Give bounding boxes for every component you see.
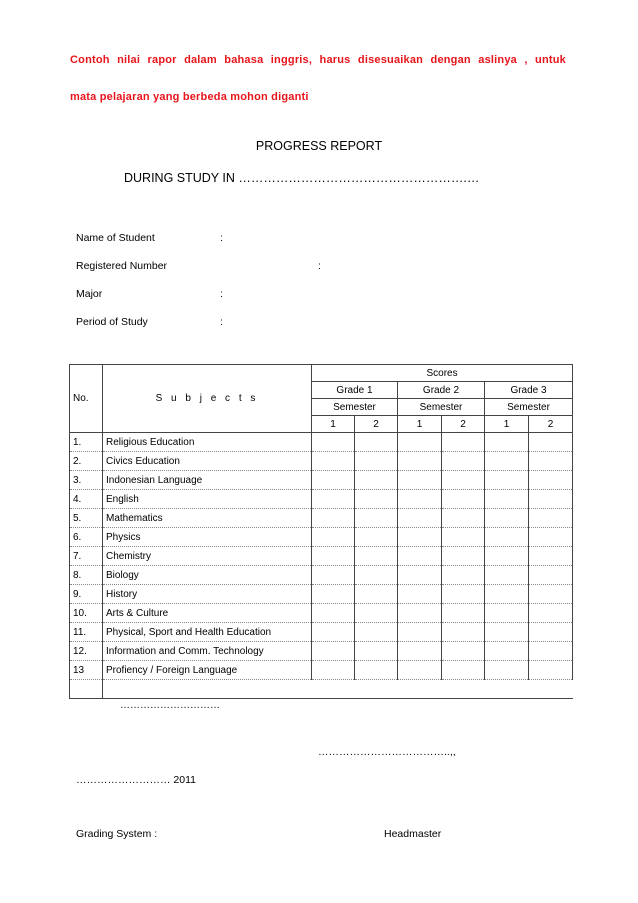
- score-cell: [529, 471, 573, 490]
- grade-2-semester-header: Semester: [398, 399, 485, 416]
- score-cell: [312, 604, 355, 623]
- row-number: 12.: [70, 642, 103, 661]
- score-cell: [398, 547, 442, 566]
- row-number: 9.: [70, 585, 103, 604]
- table-row: [70, 528, 573, 547]
- row-subject: Arts & Culture: [103, 604, 312, 623]
- grade-3-header: Grade 3: [485, 382, 573, 399]
- table-row: [70, 547, 573, 566]
- no-header: No.: [70, 365, 103, 433]
- score-cell: [442, 490, 485, 509]
- score-cell: [355, 452, 398, 471]
- score-cell: [485, 547, 529, 566]
- score-cell: [355, 585, 398, 604]
- score-cell: [529, 566, 573, 585]
- row-number: 4.: [70, 490, 103, 509]
- score-cell: [312, 661, 355, 680]
- field-period-colon: :: [220, 316, 223, 328]
- score-cell: [398, 452, 442, 471]
- headmaster-label: Headmaster: [384, 828, 442, 840]
- score-cell: [485, 433, 529, 452]
- field-name-label: Name of Student: [76, 232, 155, 244]
- table-row: [70, 566, 573, 585]
- row-subject: Physics: [103, 528, 312, 547]
- score-cell: [442, 566, 485, 585]
- row-number: 2.: [70, 452, 103, 471]
- score-cell: [312, 585, 355, 604]
- score-cell: [485, 642, 529, 661]
- score-cell: [529, 547, 573, 566]
- progress-report-table: [69, 364, 573, 699]
- score-cell: [485, 566, 529, 585]
- score-cell: [398, 661, 442, 680]
- score-cell: [312, 433, 355, 452]
- table-row: [70, 509, 573, 528]
- table-row: [70, 452, 573, 471]
- score-cell: [312, 547, 355, 566]
- row-subject: Mathematics: [103, 509, 312, 528]
- semester-number: 1: [485, 416, 529, 433]
- row-subject: Civics Education: [103, 452, 312, 471]
- score-cell: [355, 642, 398, 661]
- grade-1-semester-header: Semester: [312, 399, 398, 416]
- score-cell: [485, 509, 529, 528]
- score-cell: [312, 623, 355, 642]
- row-subject: Religious Education: [103, 433, 312, 452]
- row-subject: English: [103, 490, 312, 509]
- row-number: 11.: [70, 623, 103, 642]
- score-cell: [529, 433, 573, 452]
- score-cell: [442, 604, 485, 623]
- score-cell: [529, 642, 573, 661]
- field-period-label: Period of Study: [76, 316, 148, 328]
- score-cell: [355, 623, 398, 642]
- score-cell: [355, 604, 398, 623]
- score-cell: [442, 471, 485, 490]
- subjects-header: S u b j e c t s: [103, 365, 312, 433]
- score-cell: [355, 528, 398, 547]
- row-subject: History: [103, 585, 312, 604]
- score-cell: [398, 471, 442, 490]
- table-row: [70, 642, 573, 661]
- semester-number: 2: [529, 416, 573, 433]
- score-cell: [529, 661, 573, 680]
- score-cell: [485, 471, 529, 490]
- score-cell: [398, 585, 442, 604]
- table-row: [70, 433, 573, 452]
- row-number: 3.: [70, 471, 103, 490]
- semester-number: 1: [312, 416, 355, 433]
- during-study-line: DURING STUDY IN ……………………………………………….…: [124, 171, 480, 185]
- score-cell: [485, 528, 529, 547]
- field-name-colon: :: [220, 232, 223, 244]
- row-number: 6.: [70, 528, 103, 547]
- row-subject: Physical, Sport and Health Education: [103, 623, 312, 642]
- score-cell: [312, 490, 355, 509]
- grade-3-semester-header: Semester: [485, 399, 573, 416]
- score-cell: [442, 585, 485, 604]
- score-cell: [398, 490, 442, 509]
- score-cell: [442, 547, 485, 566]
- score-cell: [398, 623, 442, 642]
- score-cell: [312, 471, 355, 490]
- table-row: [70, 661, 573, 680]
- score-cell: [355, 471, 398, 490]
- instruction-note-line2: mata pelajaran yang berbeda mohon diganti: [70, 91, 309, 103]
- score-cell: [485, 490, 529, 509]
- semester-number: 1: [398, 416, 442, 433]
- row-subject: Chemistry: [103, 547, 312, 566]
- score-cell: [485, 623, 529, 642]
- score-cell: [398, 566, 442, 585]
- score-cell: [529, 509, 573, 528]
- score-cell: [442, 509, 485, 528]
- field-major-colon: :: [220, 288, 223, 300]
- language-blank-dots: …………………………: [120, 700, 220, 711]
- score-cell: [442, 452, 485, 471]
- row-subject: Biology: [103, 566, 312, 585]
- field-major-label: Major: [76, 288, 103, 300]
- signature-place-dots: ………………………………..,,: [318, 746, 456, 758]
- score-cell: [312, 566, 355, 585]
- score-cell: [442, 623, 485, 642]
- score-cell: [442, 661, 485, 680]
- score-cell: [355, 433, 398, 452]
- grading-system-label: Grading System :: [76, 828, 158, 840]
- score-cell: [485, 452, 529, 471]
- score-cell: [485, 604, 529, 623]
- semester-number: 2: [442, 416, 485, 433]
- row-subject: Indonesian Language: [103, 471, 312, 490]
- row-number: 5.: [70, 509, 103, 528]
- score-cell: [312, 528, 355, 547]
- table-row: [70, 604, 573, 623]
- score-cell: [529, 604, 573, 623]
- table-row: [70, 585, 573, 604]
- score-cell: [312, 509, 355, 528]
- score-cell: [355, 509, 398, 528]
- date-line: ……………………… 2011: [76, 774, 196, 786]
- score-cell: [312, 452, 355, 471]
- page-title: PROGRESS REPORT: [255, 139, 383, 153]
- row-number: 8.: [70, 566, 103, 585]
- score-cell: [442, 528, 485, 547]
- score-cell: [398, 528, 442, 547]
- table-row: [70, 623, 573, 642]
- row-number: 10.: [70, 604, 103, 623]
- score-cell: [529, 490, 573, 509]
- instruction-note-line1: Contoh nilai rapor dalam bahasa inggris, harus disesuaikan dengan aslinya , untuk: [70, 54, 566, 66]
- score-cell: [398, 433, 442, 452]
- table-row: [70, 490, 573, 509]
- score-cell: [312, 642, 355, 661]
- score-cell: [355, 661, 398, 680]
- row-subject: Profiency / Foreign Language: [103, 661, 312, 680]
- score-cell: [398, 509, 442, 528]
- score-cell: [529, 623, 573, 642]
- score-cell: [485, 661, 529, 680]
- score-cell: [398, 604, 442, 623]
- field-registered-label: Registered Number: [76, 260, 168, 272]
- score-cell: [355, 566, 398, 585]
- score-cell: [355, 490, 398, 509]
- table-row: [70, 471, 573, 490]
- grade-1-header: Grade 1: [312, 382, 398, 399]
- score-cell: [529, 452, 573, 471]
- row-number: 13: [70, 661, 103, 680]
- score-cell: [529, 585, 573, 604]
- grade-2-header: Grade 2: [398, 382, 485, 399]
- row-number: 7.: [70, 547, 103, 566]
- score-cell: [398, 642, 442, 661]
- field-registered-colon: :: [318, 260, 321, 272]
- score-cell: [442, 642, 485, 661]
- score-cell: [355, 547, 398, 566]
- semester-number: 2: [355, 416, 398, 433]
- scores-header: Scores: [312, 365, 573, 382]
- row-subject: Information and Comm. Technology: [103, 642, 312, 661]
- score-cell: [529, 528, 573, 547]
- score-cell: [442, 433, 485, 452]
- row-number: 1.: [70, 433, 103, 452]
- score-cell: [485, 585, 529, 604]
